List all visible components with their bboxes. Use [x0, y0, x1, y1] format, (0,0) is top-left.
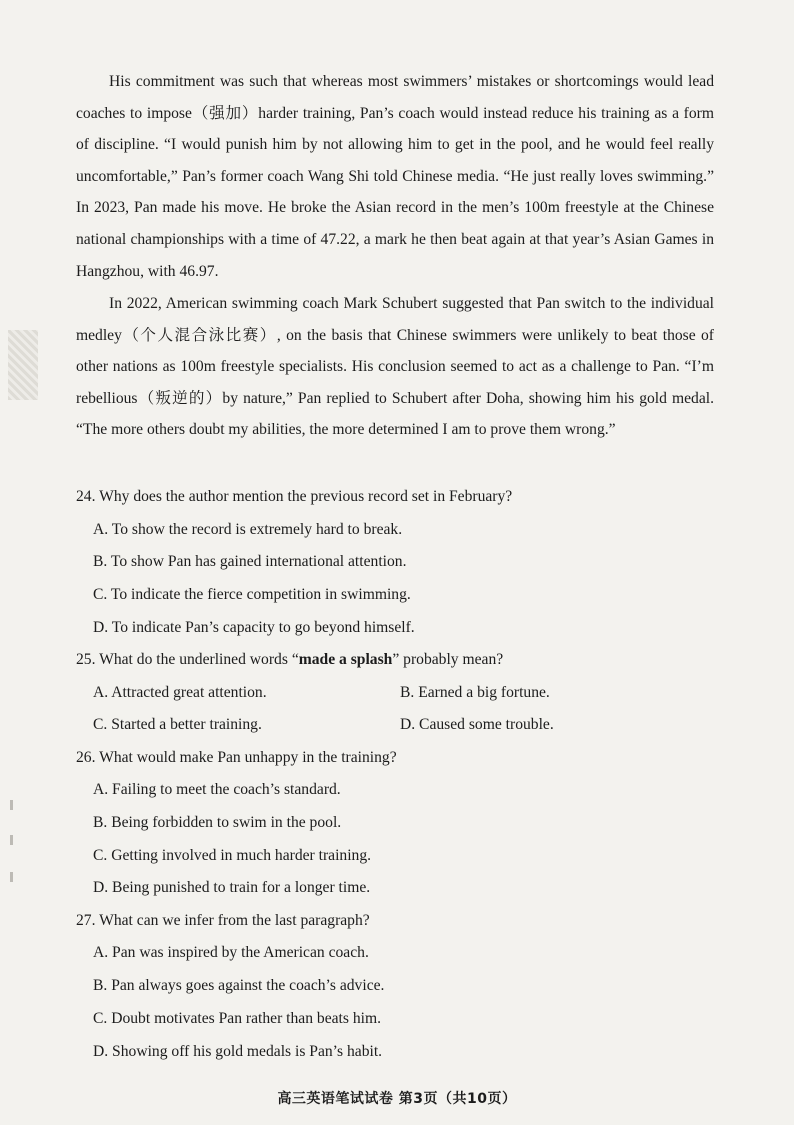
- question-27-option-d: D. Showing off his gold medals is Pan’s habit.: [93, 1043, 383, 1060]
- question-25-option-c: C. Started a better training.: [93, 716, 262, 733]
- question-26-option-c: C. Getting involved in much harder training.: [93, 847, 372, 864]
- margin-mark: [10, 835, 13, 845]
- question-27-stem: 27. What can we infer from the last paragraph?: [76, 912, 370, 929]
- question-25-stem-after: ” probably mean?: [392, 651, 504, 668]
- question-25-option-a: A. Attracted great attention.: [93, 684, 267, 701]
- question-25-option-d: D. Caused some trouble.: [400, 716, 554, 733]
- question-25-stem-before: 25. What do the underlined words “: [76, 651, 299, 668]
- passage-paragraph-1: His commitment was such that whereas most swimmers’ mistakes or shortcomings would lead coaches to impose（强加）harder training, Pan’s coach would instead reduce his training as a form of discipline. “I would punish him by not allowing him to get in the pool, and he would feel really uncomfortable,” Pan’s former coach Wang Shi told Chinese media. “He just really loves swimming.” In 2023, Pan made his move. He broke the Asian record in the men’s 100m freestyle at the Chinese national championships with a time of 47.22, a mark he then beat again at that year’s Asian Games in Hangzhou, with 46.97.: [76, 73, 714, 280]
- question-24-option-c: C. To indicate the fierce competition in swimming.: [93, 586, 411, 603]
- question-24-stem: 24. Why does the author mention the previous record set in February?: [76, 488, 513, 505]
- question-26-stem: 26. What would make Pan unhappy in the training?: [76, 749, 397, 766]
- question-26-option-b: B. Being forbidden to swim in the pool.: [93, 814, 342, 831]
- question-27-option-a: A. Pan was inspired by the American coach.: [93, 944, 369, 961]
- margin-smudge: [8, 330, 38, 400]
- question-25-option-b: B. Earned a big fortune.: [400, 684, 550, 701]
- margin-mark: [10, 872, 13, 882]
- page-footer: 高三英语笔试试卷 第3页（共10页）: [277, 1091, 517, 1107]
- margin-mark: [10, 800, 13, 810]
- question-25-stem: [76, 648, 736, 672]
- question-25-phrase: made a splash: [298, 651, 393, 668]
- question-26-option-d: D. Being punished to train for a longer time.: [93, 879, 371, 896]
- question-27-option-b: B. Pan always goes against the coach’s advice.: [93, 977, 385, 994]
- passage-paragraph-2: In 2022, American swimming coach Mark Schubert suggested that Pan switch to the individual medley（个人混合泳比赛）, on the basis that Chinese swimmers were unlikely to beat those of other nations as 100m freestyle specialists. His conclusion seemed to act as a challenge to Pan. “I’m rebellious（叛逆的）by nature,” Pan replied to Schubert after Doha, showing him his gold medal. “The more others doubt my abilities, the more determined I am to prove them wrong.”: [76, 295, 714, 439]
- question-24-option-d: D. To indicate Pan’s capacity to go beyond himself.: [93, 619, 415, 636]
- question-24-option-b: B. To show Pan has gained international attention.: [93, 553, 407, 570]
- question-24-option-a: A. To show the record is extremely hard to break.: [93, 521, 403, 538]
- question-27-option-c: C. Doubt motivates Pan rather than beats him.: [93, 1010, 381, 1027]
- question-26-option-a: A. Failing to meet the coach’s standard.: [93, 781, 341, 798]
